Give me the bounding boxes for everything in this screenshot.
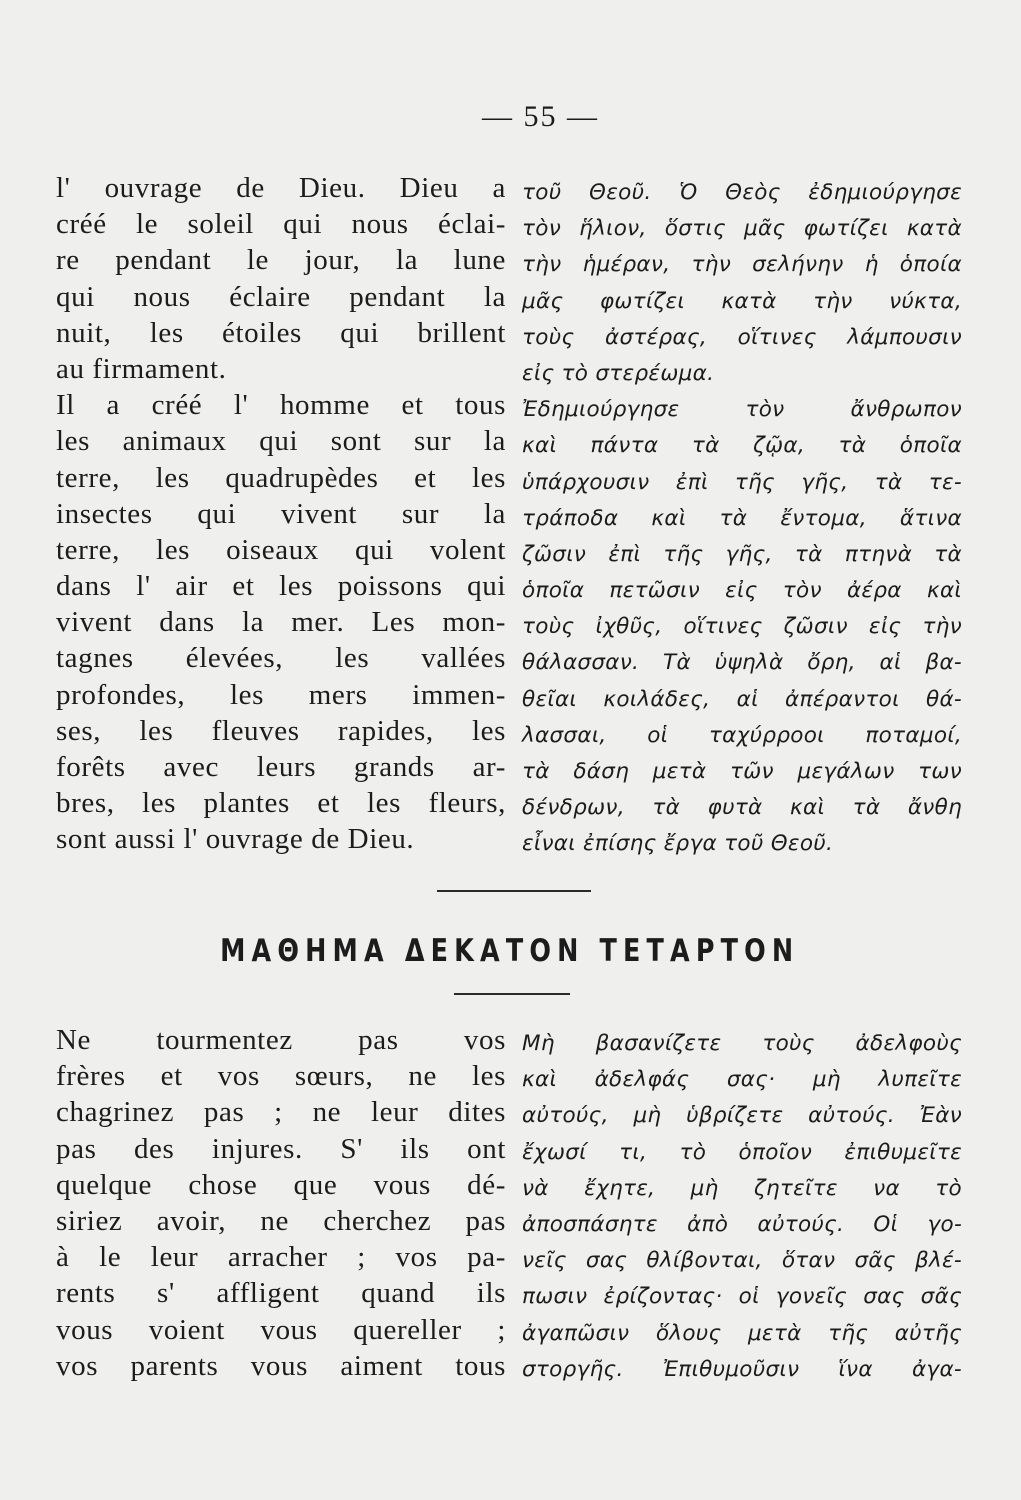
text-line: καὶ πάντα τὰ ζῷα, τὰ ὁποῖα [522, 433, 962, 459]
text-line: ἀποσπάσητε ἀπὸ αὐτούς. Οἱ γο- [522, 1211, 962, 1237]
text-line: vous voient vous quereller ; [56, 1313, 506, 1346]
text-line: au firmament. [56, 352, 227, 385]
text-line: νεῖς σας θλίβονται, ὅταν σᾶς βλέ- [522, 1248, 962, 1274]
text-line: dans l' air et les poissons qui [56, 570, 506, 603]
text-line: les animaux qui sont sur la [56, 425, 506, 458]
french-column-section-1 [56, 170, 506, 858]
text-line: Il a créé l' homme et tous [56, 389, 506, 422]
text-line: θάλασσαν. Τὰ ὑψηλὰ ὄρη, αἱ βα- [522, 650, 962, 676]
text-line: τὰ δάση μετὰ τῶν μεγάλων των [522, 759, 962, 784]
text-line: quelque chose que vous dé- [56, 1168, 506, 1201]
lesson-heading: ΜΑΘΗΜΑ ΔΕΚΑΤΟΝ ΤΕΤΑΡΤΟΝ [220, 933, 800, 969]
text-line: sont aussi l' ouvrage de Dieu. [56, 823, 415, 856]
text-line: στοργῆς. Ἐπιθυμοῦσιν ἵνα ἀγα- [522, 1356, 962, 1382]
text-line: forêts avec leurs grands ar- [56, 751, 506, 783]
text-line: pas des injures. S' ils ont [56, 1132, 506, 1165]
text-line: λασσαι, οἱ ταχύρροοι ποταμοί, [522, 722, 962, 748]
text-line: frères et vos sœurs, ne les [56, 1060, 506, 1093]
text-line: ἀγαπῶσιν ὅλους μετὰ τῆς αὐτῆς [522, 1320, 962, 1346]
greek-column-section-2 [522, 1026, 962, 1388]
text-line: αὐτούς, μὴ ὑβρίζετε αὐτούς. Ἐὰν [522, 1103, 962, 1129]
text-line: créé le soleil qui nous éclai- [56, 208, 506, 241]
text-line: τοῦ Θεοῦ. Ὁ Θεὸς ἐδημιούργησε [522, 180, 962, 205]
text-line: ὑπάρχουσιν ἐπὶ τῆς γῆς, τὰ τε- [522, 469, 962, 495]
text-line: θεῖαι κοιλάδες, αἱ ἀπέραντοι θά- [522, 686, 962, 712]
greek-column-section-1 [522, 175, 962, 863]
page-number: — 55 — [482, 100, 599, 133]
text-line: profondes, les mers immen- [56, 678, 506, 711]
text-line: bres, les plantes et les fleurs, [56, 787, 506, 820]
text-line: μᾶς φωτίζει κατὰ τὴν νύκτα, [522, 288, 962, 314]
text-line: εἶναι ἐπίσης ἔργα τοῦ Θεοῦ. [522, 831, 834, 857]
text-line: chagrinez pas ; ne leur dites [56, 1096, 506, 1129]
text-line: τοὺς ἰχθῦς, οἵτινες ζῶσιν εἰς τὴν [522, 614, 962, 640]
text-line: rents s' affligent quand ils [56, 1277, 506, 1310]
text-line: τοὺς ἀστέρας, οἵτινες λάμπουσιν [522, 324, 962, 350]
text-line: ὁποῖα πετῶσιν εἰς τὸν ἀέρα καὶ [522, 578, 962, 604]
text-line: πωσιν ἐρίζοντας· οἱ γονεῖς σας σᾶς [522, 1284, 962, 1310]
heading-rule-top [437, 890, 591, 892]
text-line: ζῶσιν ἐπὶ τῆς γῆς, τὰ πτηνὰ τὰ [522, 541, 962, 567]
text-line: à le leur arracher ; vos pa- [56, 1241, 506, 1274]
text-line: τράποδα καὶ τὰ ἔντομα, ἅτινα [522, 505, 962, 531]
text-line: ses, les fleuves rapides, les [56, 714, 506, 747]
text-line: l' ouvrage de Dieu. Dieu a [56, 172, 506, 204]
text-line: vivent dans la mer. Les mon- [56, 606, 506, 639]
text-line: insectes qui vivent sur la [56, 497, 506, 530]
text-line: terre, les oiseaux qui volent [56, 533, 506, 566]
text-line: nuit, les étoiles qui brillent [56, 316, 506, 349]
text-line: ἔχωσί τι, τὸ ὁποῖον ἐπιθυμεῖτε [522, 1139, 962, 1165]
text-line: τὸν ἥλιον, ὅστις μᾶς φωτίζει κατὰ [522, 216, 962, 242]
text-line: νὰ ἔχητε, μὴ ζητεῖτε να τὸ [522, 1175, 962, 1201]
text-line: εἰς τὸ στερέωμα. [522, 360, 715, 386]
text-line: siriez avoir, ne cherchez pas [56, 1204, 506, 1237]
text-line: qui nous éclaire pendant la [56, 280, 506, 313]
text-line: τὴν ἡμέραν, τὴν σελήνην ἡ ὁποία [522, 252, 962, 278]
text-line: Ne tourmentez pas vos [56, 1024, 506, 1056]
text-line: tagnes élevées, les vallées [56, 642, 506, 675]
text-line: καὶ ἀδελφάς σας· μὴ λυπεῖτε [522, 1067, 962, 1093]
text-line: δένδρων, τὰ φυτὰ καὶ τὰ ἄνθη [522, 795, 962, 821]
text-line: Μὴ βασανίζετε τοὺς ἀδελφοὺς [522, 1031, 962, 1056]
text-line: re pendant le jour, la lune [56, 244, 506, 277]
text-line: vos parents vous aiment tous [56, 1349, 506, 1382]
text-line: terre, les quadrupèdes et les [56, 461, 506, 494]
heading-rule-bottom [454, 993, 570, 995]
text-line: Ἐδημιούργησε τὸν ἄνθρωπον [522, 397, 962, 423]
french-column-section-2 [56, 1022, 506, 1384]
